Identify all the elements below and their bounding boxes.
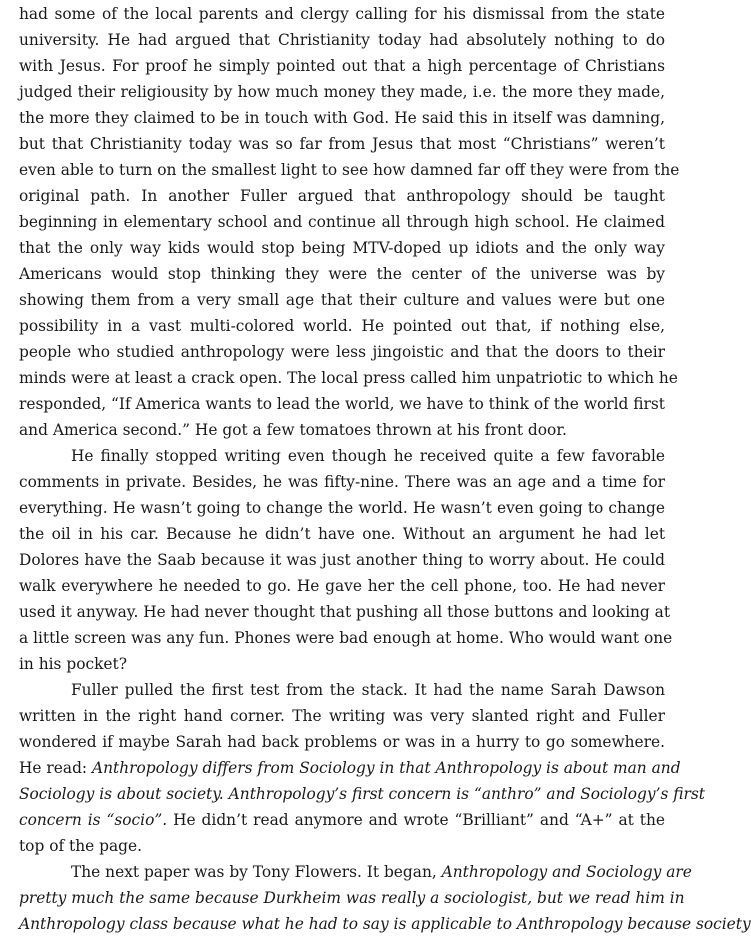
- text-line: [19, 417, 665, 443]
- text-run: but that Christianity today was so far from Jesus that most “Christians” weren’t: [19, 135, 665, 153]
- text-run: university. He had argued that Christianity today had absolutely nothing to do: [19, 31, 665, 49]
- text-line: [19, 261, 665, 287]
- text-line: [19, 235, 665, 261]
- text-line: [19, 885, 685, 911]
- text-line: [19, 781, 705, 807]
- paragraph: [19, 1, 680, 443]
- text-line: [19, 443, 665, 469]
- text-run: the oil in his car. Because he didn’t have one. Without an argument he had let: [19, 525, 665, 543]
- text-run: people who studied anthropology were less jingoistic and that the doors to their: [19, 343, 665, 361]
- text-run: He didn’t read anymore and wrote “Brilliant” and “A+” at the: [167, 811, 665, 829]
- text-line: [19, 105, 665, 131]
- text-run: original path. In another Fuller argued that anthropology should be taught: [19, 187, 665, 205]
- text-run: He finally stopped writing even though he received quite a few favorable: [71, 447, 665, 465]
- text-line: [19, 833, 665, 859]
- italic-text: pretty much the same because Durkheim was really a sociologist, but we read him in: [19, 889, 685, 907]
- text-line: [19, 27, 665, 53]
- paragraph: [19, 443, 673, 677]
- text-line: [19, 313, 665, 339]
- text-run: that the only way kids would stop being MTV-doped up idiots and the only way: [19, 239, 665, 257]
- text-run: in his pocket?: [19, 655, 127, 673]
- text-line: [19, 469, 665, 495]
- text-line: [19, 53, 665, 79]
- italic-text: Anthropology and Sociology are: [441, 863, 692, 881]
- text-run: responded, “If America wants to lead the world, we have to think of the world first: [19, 395, 665, 413]
- text-run: He read:: [19, 759, 92, 777]
- text-run: written in the right hand corner. The writing was very slanted right and Fuller: [19, 707, 665, 725]
- text-run: walk everywhere he needed to go. He gave her the cell phone, too. He had never: [19, 577, 665, 595]
- italic-text: concern is “socio”.: [19, 811, 168, 829]
- text-line: [19, 521, 665, 547]
- text-run: showing them from a very small age that their culture and values were but one: [19, 291, 665, 309]
- text-line: [19, 79, 665, 105]
- text-line: [19, 365, 678, 391]
- text-line: [19, 183, 665, 209]
- text-run: Fuller pulled the first test from the stack. It had the name Sarah Dawson: [71, 681, 665, 699]
- text-run: beginning in elementary school and continue all through high school. He claimed: [19, 213, 665, 231]
- text-line: [19, 573, 665, 599]
- italic-text: Anthropology class because what he had to say is applicable to Anthropology because society: [19, 915, 751, 933]
- text-line: [19, 755, 681, 781]
- text-line: [19, 339, 665, 365]
- paragraph: [19, 859, 751, 937]
- text-run: used it anyway. He had never thought that pushing all those buttons and looking at: [19, 603, 671, 621]
- text-line: [19, 703, 665, 729]
- text-line: [19, 391, 665, 417]
- text-line: [19, 651, 665, 677]
- text-run: the more they claimed to be in touch with God. He said this in itself was damning,: [19, 109, 665, 127]
- italic-text: Sociology is about society. Anthropology’s first concern is “anthro” and Sociology’s first: [19, 785, 705, 803]
- text-run: everything. He wasn’t going to change the world. He wasn’t even going to change: [19, 499, 665, 517]
- text-line: [19, 599, 671, 625]
- text-line: [19, 131, 665, 157]
- text-run: even able to turn on the smallest light to see how damned far off they were from the: [19, 161, 680, 179]
- text-run: wondered if maybe Sarah had back problems or was in a hurry to go somewhere.: [19, 733, 665, 751]
- paragraph: [19, 677, 705, 859]
- text-run: minds were at least a crack open. The local press called him unpatriotic to which he: [19, 369, 678, 387]
- text-run: top of the page.: [19, 837, 143, 855]
- text-line: [19, 1, 665, 27]
- text-line: [19, 495, 665, 521]
- text-run: Dolores have the Saab because it was just another thing to worry about. He could: [19, 551, 665, 569]
- italic-text: Anthropology differs from Sociology in that Anthropology is about man and: [92, 759, 681, 777]
- text-run: judged their religiousity by how much money they made, i.e. the more they made,: [19, 83, 665, 101]
- text-run: with Jesus. For proof he simply pointed out that a high percentage of Christians: [19, 57, 665, 75]
- text-run: and America second.” He got a few tomatoes thrown at his front door.: [19, 421, 567, 439]
- text-line: [19, 677, 665, 703]
- text-run: a little screen was any fun. Phones were bad enough at home. Who would want one: [19, 629, 673, 647]
- text-line: [19, 859, 692, 885]
- text-line: [19, 625, 673, 651]
- text-line: [19, 547, 665, 573]
- text-line: [19, 209, 665, 235]
- text-run: possibility in a vast multi-colored world. He pointed out that, if nothing else,: [19, 317, 665, 335]
- text-line: [19, 287, 665, 313]
- text-run: Americans would stop thinking they were the center of the universe was by: [19, 265, 665, 283]
- text-line: [19, 157, 680, 183]
- text-line: [19, 729, 665, 755]
- text-run: comments in private. Besides, he was fifty-nine. There was an age and a time for: [19, 473, 665, 491]
- text-line: [19, 807, 665, 833]
- text-run: had some of the local parents and clergy calling for his dismissal from the state: [19, 5, 665, 23]
- text-line: [19, 911, 751, 937]
- text-run: The next paper was by Tony Flowers. It began,: [71, 863, 442, 881]
